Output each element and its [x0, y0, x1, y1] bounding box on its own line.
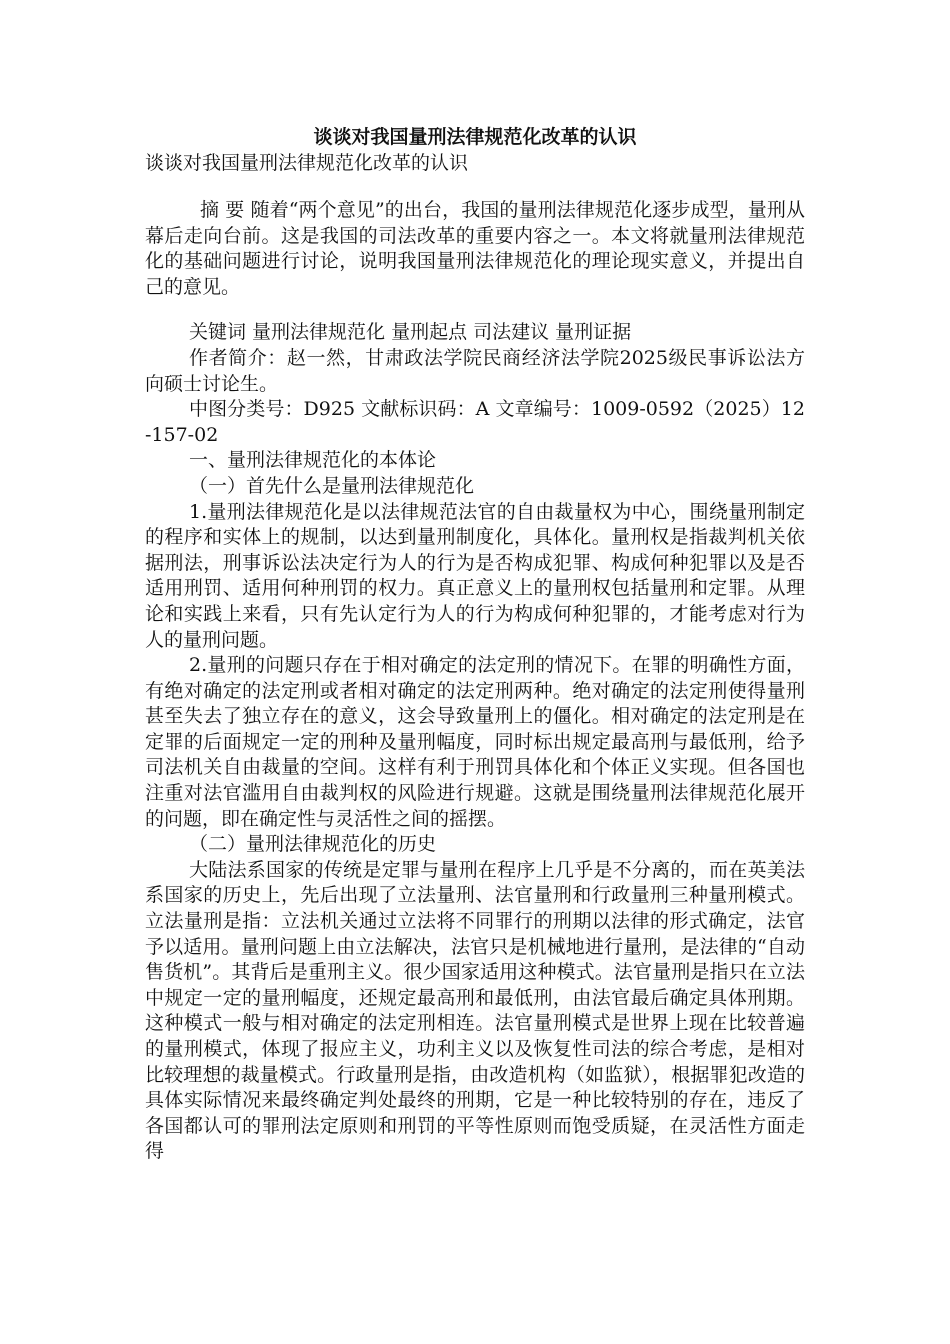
body-paragraph: 1.量刑法律规范化是以法律规范法官的自由裁量权为中心，围绕量刑制定的程序和实体上的规制，以达到量刑制度化，具体化。量刑权是指裁判机关依据刑法，刑事诉讼法决定行为人的行为是否构成犯罪、构成何种犯罪以及是否适用刑罚、适用何种刑罚的权力。真正意义上的量刑权包括量刑和定罪。从理论和实践上来看，只有先认定行为人的行为构成何种犯罪的，才能考虑对行为人的量刑问题。 [145, 500, 805, 651]
subsection-heading: （一）首先什么是量刑法律规范化 [189, 474, 475, 497]
document-title: 谈谈对我国量刑法律规范化改革的认识 [313, 126, 637, 148]
author-bio: 作者简介：赵一然，甘肃政法学院民商经济法学院2025级民事诉讼法方向硕士讨论生。 [145, 346, 805, 395]
spacer [145, 300, 805, 320]
section-heading: 一、量刑法律规范化的本体论 [189, 449, 437, 472]
abstract-paragraph: 摘 要 随着“两个意见”的出台，我国的量刑法律规范化逐步成型，量刑从幕后走向台前。这是我国的司法改革的重要内容之一。本文将就量刑法律规范化的基础问题进行讨论，说明我国量刑法律规范化的理论现实意义，并提出自己的意见。 [145, 199, 805, 298]
keywords-line: 关键词 量刑法律规范化 量刑起点 司法建议 量刑证据 [189, 321, 632, 344]
classification-line: 中图分类号：D925 文献标识码：A 文章编号：1009-0592（2025）12-157-02 [145, 398, 805, 446]
document-page [145, 124, 805, 1165]
body-paragraph: 2.量刑的问题只存在于相对确定的法定刑的情况下。在罪的明确性方面，有绝对确定的法定刑或者相对确定的法定刑两种。绝对确定的法定刑使得量刑甚至失去了独立存在的意义，这会导致量刑上的僵化。相对确定的法定刑是在定罪的后面规定一定的刑种及量刑幅度，同时标出规定最高刑与最低刑，给予司法机关自由裁量的空间。这样有利于刑罚具体化和个体正义实现。但各国也注重对法官滥用自由裁判权的风险进行规避。这就是围绕量刑法律规范化展开的问题，即在确定性与灵活性之间的摇摆。 [145, 654, 805, 830]
body-paragraph: 大陆法系国家的传统是定罪与量刑在程序上几乎是不分离的，而在英美法系国家的历史上，先后出现了立法量刑、法官量刑和行政量刑三种量刑模式。立法量刑是指：立法机关通过立法将不同罪行的刑期以法律的形式确定，法官予以适用。量刑问题上由立法解决，法官只是机械地进行量刑，是法律的“自动售货机”。其背后是重刑主义。很少国家适用这种模式。法官量刑是指只在立法中规定一定的量刑幅度，还规定最高刑和最低刑，由法官最后确定具体刑期。这种模式一般与相对确定的法定刑相连。法官量刑模式是世界上现在比较普遍的量刑模式，体现了报应主义，功利主义以及恢复性司法的综合考虑，是相对比较理想的裁量模式。行政量刑是指，由改造机构（如监狱），根据罪犯改造的具体实际情况来最终确定判处最终的刑期，它是一种比较特别的存在，违反了各国都认可的罪刑法定原则和刑罚的平等性原则而饱受质疑，在灵活性方面走得 [145, 858, 805, 1163]
document-subtitle: 谈谈对我国量刑法律规范化改革的认识 [145, 152, 469, 174]
subsection-heading: （二）量刑法律规范化的历史 [189, 833, 437, 856]
